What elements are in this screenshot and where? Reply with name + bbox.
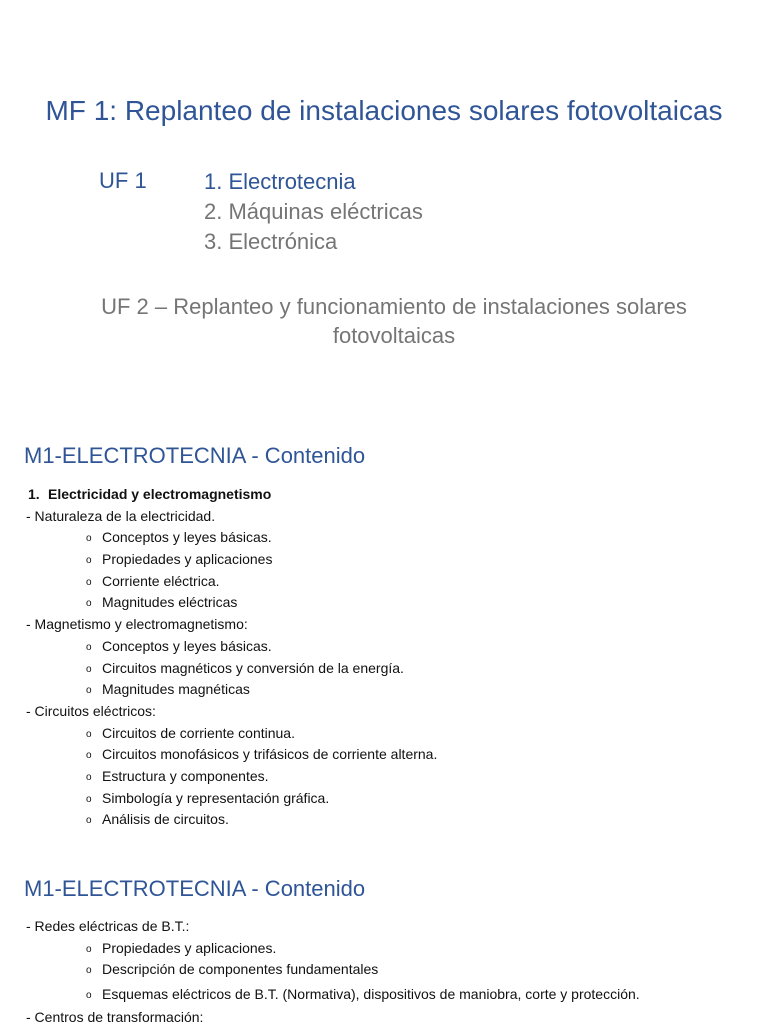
- list-item: [26, 788, 437, 810]
- group-label: - Centros de transformación:: [26, 1009, 204, 1026]
- item-number: 1.: [28, 486, 40, 502]
- item-title-text: Electricidad y electromagnetismo: [48, 486, 272, 502]
- list-item: [26, 981, 640, 1007]
- list-item-text: Corriente eléctrica.: [102, 572, 220, 589]
- uf1-label: UF 1: [99, 168, 147, 193]
- list-item: [26, 636, 437, 658]
- list-item-text: Propiedades y aplicaciones.: [102, 939, 277, 956]
- list-item: [26, 744, 437, 766]
- group-label: - Magnetismo y electromagnetismo:: [26, 616, 248, 633]
- bullet-icon: o: [86, 533, 92, 545]
- list-item-text: Descripción de componentes fundamentales: [102, 961, 379, 978]
- list-item: [26, 809, 437, 831]
- content-block: [26, 484, 437, 831]
- group-label: - Redes eléctricas de B.T.:: [26, 918, 190, 934]
- bullet-icon: o: [86, 641, 92, 653]
- list-item-text: Análisis de circuitos.: [102, 811, 229, 828]
- list-item-text: Circuitos magnéticos y conversión de la energía.: [102, 659, 404, 676]
- list-item: [26, 938, 640, 960]
- bullet-icon: o: [86, 965, 92, 977]
- list-item: [26, 959, 640, 981]
- section-heading: M1-ELECTROTECNIA - Contenido: [24, 443, 366, 468]
- group-label: - Naturaleza de la electricidad.: [26, 507, 216, 524]
- uf1-item: 3. Electrónica: [204, 229, 338, 254]
- bullet-icon: o: [86, 771, 92, 783]
- list-item-text: Propiedades y aplicaciones: [102, 551, 273, 568]
- list-item: [26, 527, 437, 549]
- list-item-text: Esquemas eléctricos de B.T. (Normativa), dispositivos de maniobra, corte y protección.: [102, 986, 640, 1003]
- list-item: [26, 592, 437, 614]
- bullet-icon: o: [86, 990, 92, 1002]
- uf1-item: 1. Electrotecnia: [204, 169, 356, 194]
- list-item: [26, 679, 437, 701]
- bullet-icon: o: [86, 576, 92, 588]
- list-item-text: Magnitudes magnéticas: [102, 681, 250, 698]
- list-item-text: Estructura y componentes.: [102, 767, 269, 784]
- list-item-text: Circuitos de corriente continua.: [102, 724, 295, 741]
- content-block: [26, 916, 640, 1029]
- bullet-icon: o: [86, 728, 92, 740]
- section-heading: M1-ELECTROTECNIA - Contenido: [24, 876, 366, 901]
- uf1-item: 2. Máquinas eléctricas: [204, 199, 423, 224]
- list-item: [26, 766, 437, 788]
- bullet-icon: o: [86, 943, 92, 955]
- list-item-text: Circuitos monofásicos y trifásicos de corriente alterna.: [102, 746, 438, 763]
- bullet-icon: o: [86, 750, 92, 762]
- uf1-list: [204, 167, 423, 257]
- list-item-text: Conceptos y leyes básicas.: [102, 637, 272, 654]
- list-item: [26, 571, 437, 593]
- list-item: [26, 549, 437, 571]
- uf2-text: UF 2 – Replanteo y funcionamiento de instalaciones solares fotovoltaicas: [101, 294, 687, 348]
- list-item: [26, 658, 437, 680]
- list-item-text: Magnitudes eléctricas: [102, 594, 238, 611]
- bullet-icon: o: [86, 555, 92, 567]
- group-label: - Circuitos eléctricos:: [26, 702, 156, 719]
- list-item: [26, 723, 437, 745]
- item-title: [26, 484, 437, 506]
- bullet-icon: o: [86, 793, 92, 805]
- list-item-text: Simbología y representación gráfica.: [102, 789, 330, 806]
- bullet-icon: o: [86, 598, 92, 610]
- bullet-icon: o: [86, 815, 92, 827]
- bullet-icon: o: [86, 685, 92, 697]
- bullet-icon: o: [86, 663, 92, 675]
- slide-title: MF 1: Replanteo de instalaciones solares fotovoltaicas: [45, 95, 723, 126]
- list-item-text: Conceptos y leyes básicas.: [102, 529, 272, 546]
